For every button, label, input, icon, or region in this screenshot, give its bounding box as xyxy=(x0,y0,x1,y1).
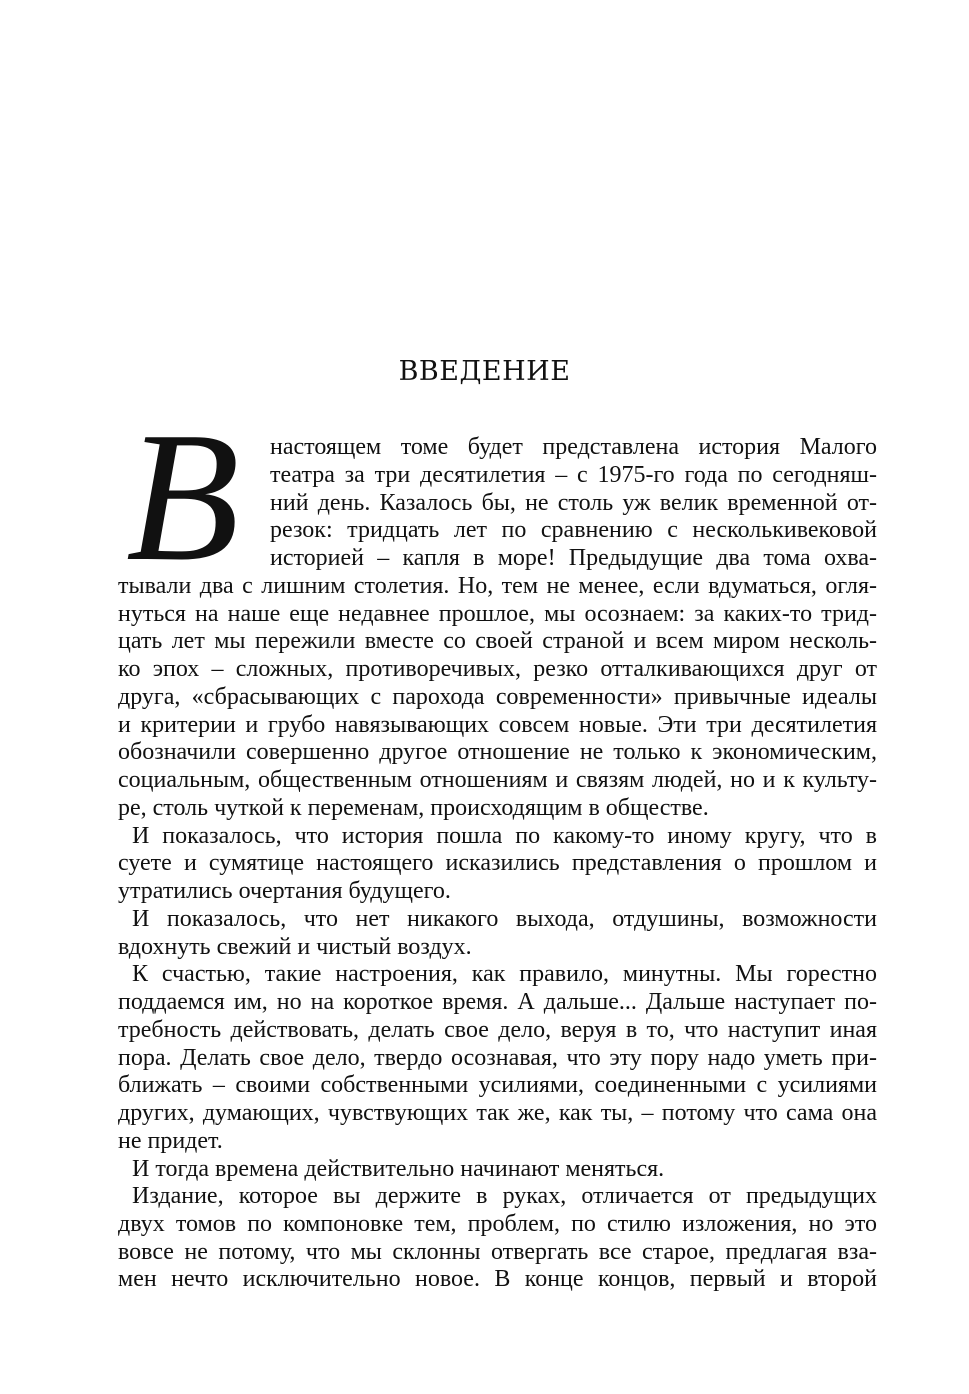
text-line: пора. Делать свое дело, твердо осознавая, что эту пору надо уметь при- xyxy=(118,1045,877,1071)
text-line: вовсе не потому, что мы склонны отвергать все старое, предлагая вза- xyxy=(118,1239,877,1265)
text-line: других, думающих, чувствующих так же, как ты, – потому что сама она xyxy=(118,1100,877,1126)
chapter-heading: ВВЕДЕНИЕ xyxy=(398,356,571,387)
text-line: И показалось, что история пошла по какому-то иному кругу, что в xyxy=(132,823,877,849)
text-line: обозначили совершенно другое отношение не только к экономическим, xyxy=(118,739,877,765)
text-line: настоящем томе будет представлена история Малого xyxy=(270,434,877,460)
text-line: историей – капля в море! Предыдущие два тома охва- xyxy=(270,545,877,571)
text-line: ближать – своими собственными усилиями, соединенными с усилиями xyxy=(118,1072,877,1098)
text-line: двух томов по компоновке тем, проблем, по стилю изложения, но это xyxy=(118,1211,877,1237)
text-line: резок: тридцать лет по сравнению с несколькивековой xyxy=(270,517,877,543)
text-line: К счастью, такие настроения, как правило, минутны. Мы горестно xyxy=(132,961,877,987)
text-line: цать лет мы пережили вместе со своей страной и всем миром несколь- xyxy=(118,628,877,654)
text-line: вдохнуть свежий и чистый воздух. xyxy=(118,934,472,960)
text-line: социальным, общественным отношениям и связям людей, но и к культу- xyxy=(118,767,877,793)
text-line: нуться на наше еще недавнее прошлое, мы осознаем: за каких-то трид- xyxy=(118,601,877,627)
text-line: И тогда времена действительно начинают меняться. xyxy=(132,1156,665,1182)
text-line: требность действовать, делать свое дело, веруя в то, что наступит иная xyxy=(118,1017,877,1043)
text-line: поддаемся им, но на короткое время. А дальше... Дальше наступает по- xyxy=(118,989,877,1015)
text-line: друга, «сбрасывающих с парохода современности» привычные идеалы xyxy=(118,684,877,710)
text-line: театра за три десятилетия – с 1975-го года по сегодняш- xyxy=(270,462,877,488)
text-line: ко эпох – сложных, противоречивых, резко отталкивающихся друг от xyxy=(118,656,877,682)
text-line: ре, столь чуткой к переменам, происходящим в обществе. xyxy=(118,795,709,821)
text-line: И показалось, что нет никакого выхода, отдушины, возможности xyxy=(132,906,877,932)
text-line: мен нечто исключительно новое. В конце концов, первый и второй xyxy=(118,1266,877,1292)
text-line: суете и сумятице настоящего исказились представления о прошлом и xyxy=(118,850,877,876)
drop-cap-letter: В xyxy=(126,394,240,600)
text-line: тывали два с лишним столетия. Но, тем не менее, если вдуматься, огля- xyxy=(118,573,877,599)
text-line: и критерии и грубо навязывающих совсем новые. Эти три десятилетия xyxy=(118,712,877,738)
text-line: Издание, которое вы держите в руках, отличается от предыдущих xyxy=(132,1183,877,1209)
text-line: не придет. xyxy=(118,1128,223,1154)
text-line: ний день. Казалось бы, не столь уж велик временной от- xyxy=(270,490,877,516)
text-line: утратились очертания будущего. xyxy=(118,878,451,904)
